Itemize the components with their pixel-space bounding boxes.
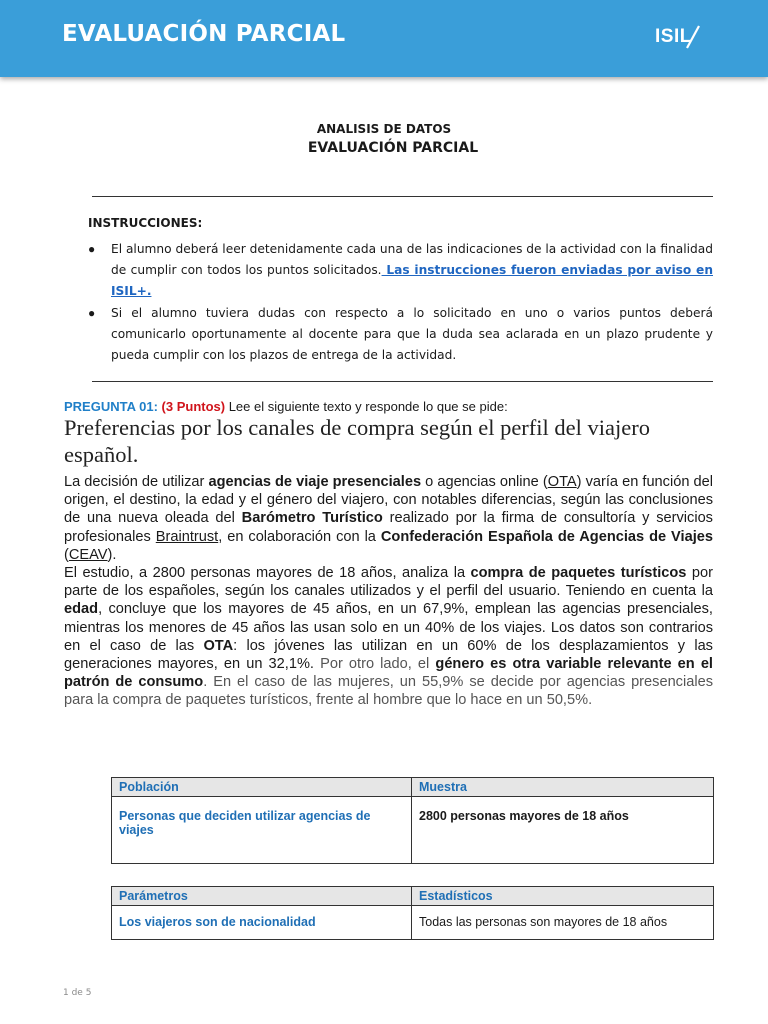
text-run: o agencias online ( — [421, 474, 548, 490]
article-paragraph-1 — [64, 473, 713, 564]
text-run: ). — [107, 546, 117, 563]
table-header-cell: Población — [112, 778, 412, 797]
table-cell: 2800 personas mayores de 18 años — [412, 797, 714, 864]
text-run: compra de paquetes turísticos — [470, 565, 687, 582]
page-number: 1 de 5 — [63, 988, 92, 998]
instruction-text: Si el alumno tuviera dudas con respecto a lo solicitado en uno o varios puntos deberá comunicarlo oportunamente al docente para que la duda sea aclarada en un plazo prudente y pueda cumplir con los plazos de entrega de la actividad. — [111, 306, 713, 362]
question-prompt: Lee el siguiente texto y responde lo que se pide: — [225, 399, 508, 414]
article-title: Preferencias por los canales de compra según el perfil del viajero español. — [64, 415, 650, 467]
text-run: Por otro lado, el — [313, 656, 436, 673]
instructions-link[interactable]: Las instrucciones fueron enviadas por aviso en ISIL+. — [111, 263, 713, 298]
text-run: , concluye que los mayores de 45 años, en un 67,9%, emplean las agencias presenciales, mientras los menores de 45 años las usan solo en un 40% de los viajes. Los datos son contrarios en el caso de las — [64, 601, 713, 654]
text-run: El estudio, a 2800 personas mayores de 18 años, analiza la — [64, 565, 471, 582]
text-run: CEAV — [68, 546, 108, 563]
text-run: ( — [64, 546, 69, 563]
table-cell: Los viajeros son de nacionalidad — [112, 906, 412, 940]
question-label: PREGUNTA 01: — [64, 399, 158, 414]
population-sample-table — [111, 777, 714, 864]
table-cell: Personas que deciden utilizar agencias de viajes — [112, 797, 412, 864]
article-paragraph-2 — [64, 564, 713, 710]
bullet-icon: ● — [88, 242, 96, 256]
text-run: La decisión de utilizar — [64, 474, 209, 490]
text-run: Braintrust — [155, 528, 219, 545]
bullet-icon: ● — [88, 306, 96, 320]
text-run: por parte de los españoles, según los canales utilizados y el perfil del usuario. Teniendo en cuenta la — [64, 565, 713, 600]
parameters-statistics-table — [111, 886, 714, 940]
text-run: . En el caso de las mujeres, un 55,9% se decide por agencias presenciales para la compra de paquetes turísticos, frente al hombre que lo hace en un 50,5%. — [64, 674, 713, 709]
header-banner — [0, 0, 768, 77]
text-run: OTA — [203, 637, 234, 654]
text-run: Barómetro Turístico — [241, 510, 383, 527]
text-run: OTA — [547, 474, 577, 490]
course-name: ANALISIS DE DATOS — [316, 122, 452, 136]
document-title: EVALUACIÓN PARCIAL — [307, 140, 479, 156]
banner-title: EVALUACIÓN PARCIAL — [62, 21, 346, 47]
text-run: género es otra variable relevante en el patrón de consumo — [64, 656, 713, 691]
article-body — [64, 473, 713, 710]
divider-top — [92, 196, 713, 197]
text-run: agencias de viaje presenciales — [208, 474, 422, 490]
text-run: Confederación Española de Agencias de Viajes — [380, 528, 713, 545]
table-row — [112, 906, 714, 940]
instruction-item — [111, 303, 713, 366]
text-run: ) varía en función del origen, el destino, la edad y el género del viajero, con notables diferencias, según las conclusiones de una nueva oleada del — [64, 474, 713, 527]
logo-slash-icon — [686, 24, 700, 50]
instruction-text: El alumno deberá leer detenidamente cada una de las indicaciones de la actividad con la finalidad de cumplir con todos los puntos solicitados. — [111, 242, 713, 277]
text-run: , en colaboración con la — [218, 528, 381, 545]
text-run: edad — [64, 601, 99, 618]
text-run: : los jóvenes las utilizan en un 60% de los desplazamientos y las generaciones mayores, en un 32,1%. — [64, 637, 713, 673]
table-header-row — [112, 887, 714, 906]
table-header-cell: Estadísticos — [412, 887, 714, 906]
divider-bottom — [92, 381, 713, 382]
isil-logo: ISIL — [655, 26, 692, 47]
table-header-cell: Parámetros — [112, 887, 412, 906]
question-points: (3 Puntos) — [161, 399, 226, 414]
table-header-row — [112, 778, 714, 797]
instruction-item — [111, 239, 713, 302]
table-cell: Todas las personas son mayores de 18 años — [412, 906, 714, 940]
instructions-heading: INSTRUCCIONES: — [88, 216, 203, 230]
text-run: realizado por la firma de consultoría y servicios profesionales — [64, 510, 713, 545]
table-row — [112, 797, 714, 864]
question-line — [64, 399, 508, 414]
table-header-cell: Muestra — [412, 778, 714, 797]
